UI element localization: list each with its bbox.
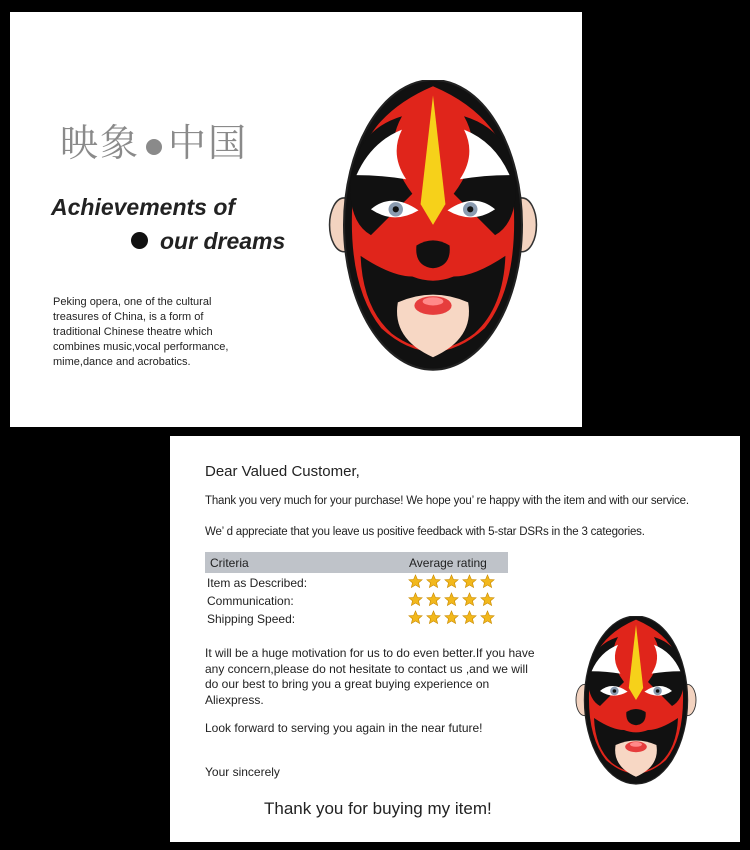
chinese-title-part2: 中国 — [168, 121, 249, 165]
star-rating — [408, 610, 495, 625]
star-rating — [408, 592, 495, 607]
star-icon — [462, 592, 477, 607]
row-criteria: Item as Described: — [207, 576, 308, 590]
star-rating — [408, 574, 495, 589]
header-rating: Average rating — [409, 556, 487, 570]
thanks-line: Thank you very much for your purchase! We hope you’ re happy with the item and with our service. — [205, 495, 689, 507]
headline-line1: Achievements of — [51, 194, 236, 220]
star-icon — [444, 592, 459, 607]
star-icon — [480, 592, 495, 607]
star-icon — [408, 592, 423, 607]
chinese-title — [60, 112, 248, 167]
star-icon — [426, 574, 441, 589]
opera-mask-image — [328, 80, 538, 380]
star-icon — [462, 574, 477, 589]
description: Peking opera, one of the cultural treasures of China, is a form of traditional Chinese theatre which combines music,vocal performance, mime,dance and acrobatics. — [53, 296, 229, 368]
table-row — [205, 609, 508, 627]
top-card — [10, 12, 582, 427]
star-icon — [480, 610, 495, 625]
headline-line2: our dreams — [160, 228, 286, 254]
star-icon — [444, 610, 459, 625]
star-icon — [408, 610, 423, 625]
star-icon — [408, 574, 423, 589]
headline-bullet — [131, 232, 148, 249]
look-forward-text: Look forward to serving you again in the near future! — [205, 721, 483, 735]
rating-table — [205, 552, 508, 627]
sincerely-text: Your sincerely — [205, 765, 280, 779]
star-icon — [462, 610, 477, 625]
star-icon — [480, 574, 495, 589]
star-icon — [444, 574, 459, 589]
appreciate-line: We’ d appreciate that you leave us positive feedback with 5-star DSRs in the 3 categories. — [205, 526, 645, 538]
star-icon — [426, 592, 441, 607]
row-criteria: Shipping Speed: — [207, 612, 296, 626]
table-row — [205, 573, 508, 591]
closing-text: Thank you for buying my item! — [264, 799, 492, 818]
header-criteria: Criteria — [210, 556, 249, 570]
table-row — [205, 591, 508, 609]
bottom-card — [170, 436, 740, 842]
star-icon — [426, 610, 441, 625]
greeting: Dear Valued Customer, — [205, 463, 360, 480]
motivation-text: It will be a huge motivation for us to do even better.If you have any concern,please do not hesitate to contact us ,and we will do our best to bring you a great buying experience on Aliexpress. — [205, 646, 535, 707]
opera-mask-image — [572, 616, 700, 790]
chinese-title-part1: 映象 — [60, 121, 141, 165]
title-dot — [146, 139, 162, 155]
table-header — [205, 552, 508, 573]
row-criteria: Communication: — [207, 594, 294, 608]
